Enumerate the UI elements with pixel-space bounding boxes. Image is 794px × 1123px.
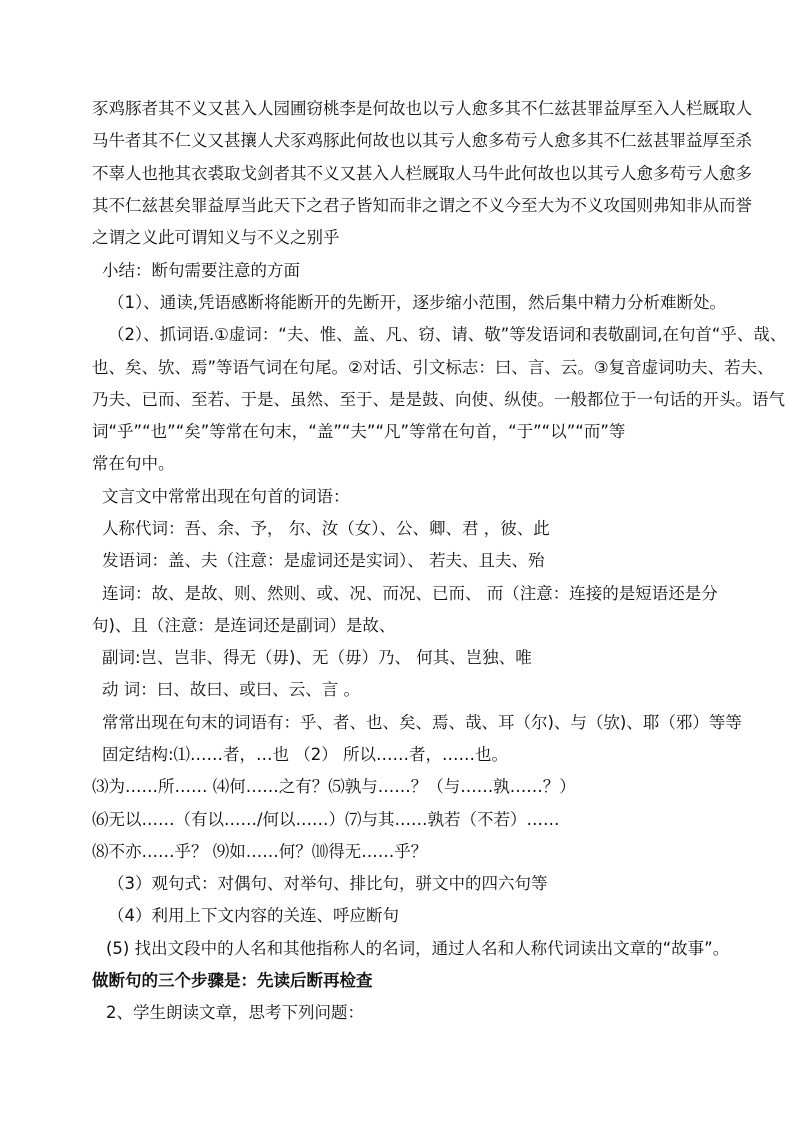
passage-line-1: 豕鸡豚者其不义又甚入人园圃窃桃李是何故也以亏人愈多其不仁兹甚罪益厚至入人栏厩取人 [92, 99, 752, 118]
passage-line-5: 之谓之义此可谓知义与不义之别乎 [92, 228, 340, 247]
summary-heading: 小结：断句需要注意的方面 [102, 261, 300, 280]
conjunctions-line-2: 句)、且（注意：是连词还是副词）是故、 [92, 616, 396, 635]
point-2-line-5: 常在句中。 [92, 454, 175, 473]
point-2-line-2: 也、矣、欤、焉”等语气词在句尾。②对话、引文标志：曰、言、云。③复音虚词叻夫、若夫、 [92, 358, 774, 377]
pronouns-line: 人称代词：吾、余、予， 尔、汝（女）、公、卿、君 ，彼、此 [102, 519, 550, 538]
three-steps-heading: 做断句的三个步骤是：先读后断再检查 [92, 971, 373, 990]
sentence-start-heading: 文言文中常常出现在句首的词语： [102, 487, 350, 506]
adverbs-line: 副词:岂、岂非、得无（毋)、无（毋）乃、 何其、岂独、唯 [102, 648, 532, 667]
fixed-structure-line-3: ⑹无以……（有以……/何以……）⑺与其……孰若（不若）…… [92, 810, 560, 829]
fixed-structure-line-1: 固定结构:⑴……者，…也 （2） 所以……者，……也。 [102, 745, 509, 764]
passage-line-3: 不辜人也扡其衣裘取戈剑者其不义又甚入人栏厩取人马牛此何故也以其亏人愈多苟亏人愈多 [92, 164, 752, 183]
point-2-line-3: 乃夫、已而、至若、于是、虽然、至于、是是鼓、向使、纵使。一般都位于一句话的开头。语气 [92, 390, 785, 409]
point-3-text: （3）观句式：对偶句、对举句、排比句，骈文中的四六句等 [108, 874, 548, 893]
conjunctions-line-1: 连词：故、是故、则、然则、或、况、而况、已而、 而（注意：连接的是短语还是分 [102, 584, 718, 603]
fixed-structure-line-2: ⑶为……所…… ⑷何……之有？⑸孰与……？（与……孰……？） [92, 777, 576, 796]
point-2-line-4: 词“乎”“也”“矣”等常在句末，“盖”“夫”“凡”等常在句首，“于”“以”“而”等 [92, 422, 626, 441]
point-2-line-1: （2）、抓词语.①虚词：“夫、惟、盖、凡、窃、请、敬”等发语词和表敬副词,在句首“乎、哉、 [108, 325, 787, 344]
passage-line-4: 其不仁兹甚矣罪益厚当此天下之君子皆知而非之谓之不义今至大为不义攻国则弗知非从而誉 [92, 196, 752, 215]
point-4-text: （4）利用上下文内容的关连、呼应断句 [108, 906, 399, 925]
passage-line-2: 马牛者其不仁义又甚攘人犬豕鸡豚此何故也以其亏人愈多苟亏人愈多其不仁兹甚罪益厚至杀 [92, 131, 752, 150]
fixed-structure-line-4: ⑻不亦……乎？ ⑼如……何？⑽得无……乎？ [92, 842, 428, 861]
initial-particles-line: 发语词：盖、夫（注意：是虚词还是实词）、 若夫、且夫、殆 [102, 551, 545, 570]
point-1-text: （1）、通读,凭语感断将能断开的先断开，逐步缩小范围，然后集中精力分析难断处。 [108, 293, 726, 312]
student-reading-prompt: 2、学生朗读文章，思考下列问题： [106, 1003, 364, 1022]
sentence-end-line: 常常出现在句末的词语有：乎、者、也、矣、焉、哉、耳（尔)、与（欤)、耶（邪）等等 [102, 713, 742, 732]
point-5-text: (5) 找出文段中的人名和其他指称人的名词，通过人名和人称代词读出文章的“故事”。 [106, 939, 730, 958]
verbs-line: 动 词：曰、故曰、或曰、云、言 。 [102, 680, 360, 699]
